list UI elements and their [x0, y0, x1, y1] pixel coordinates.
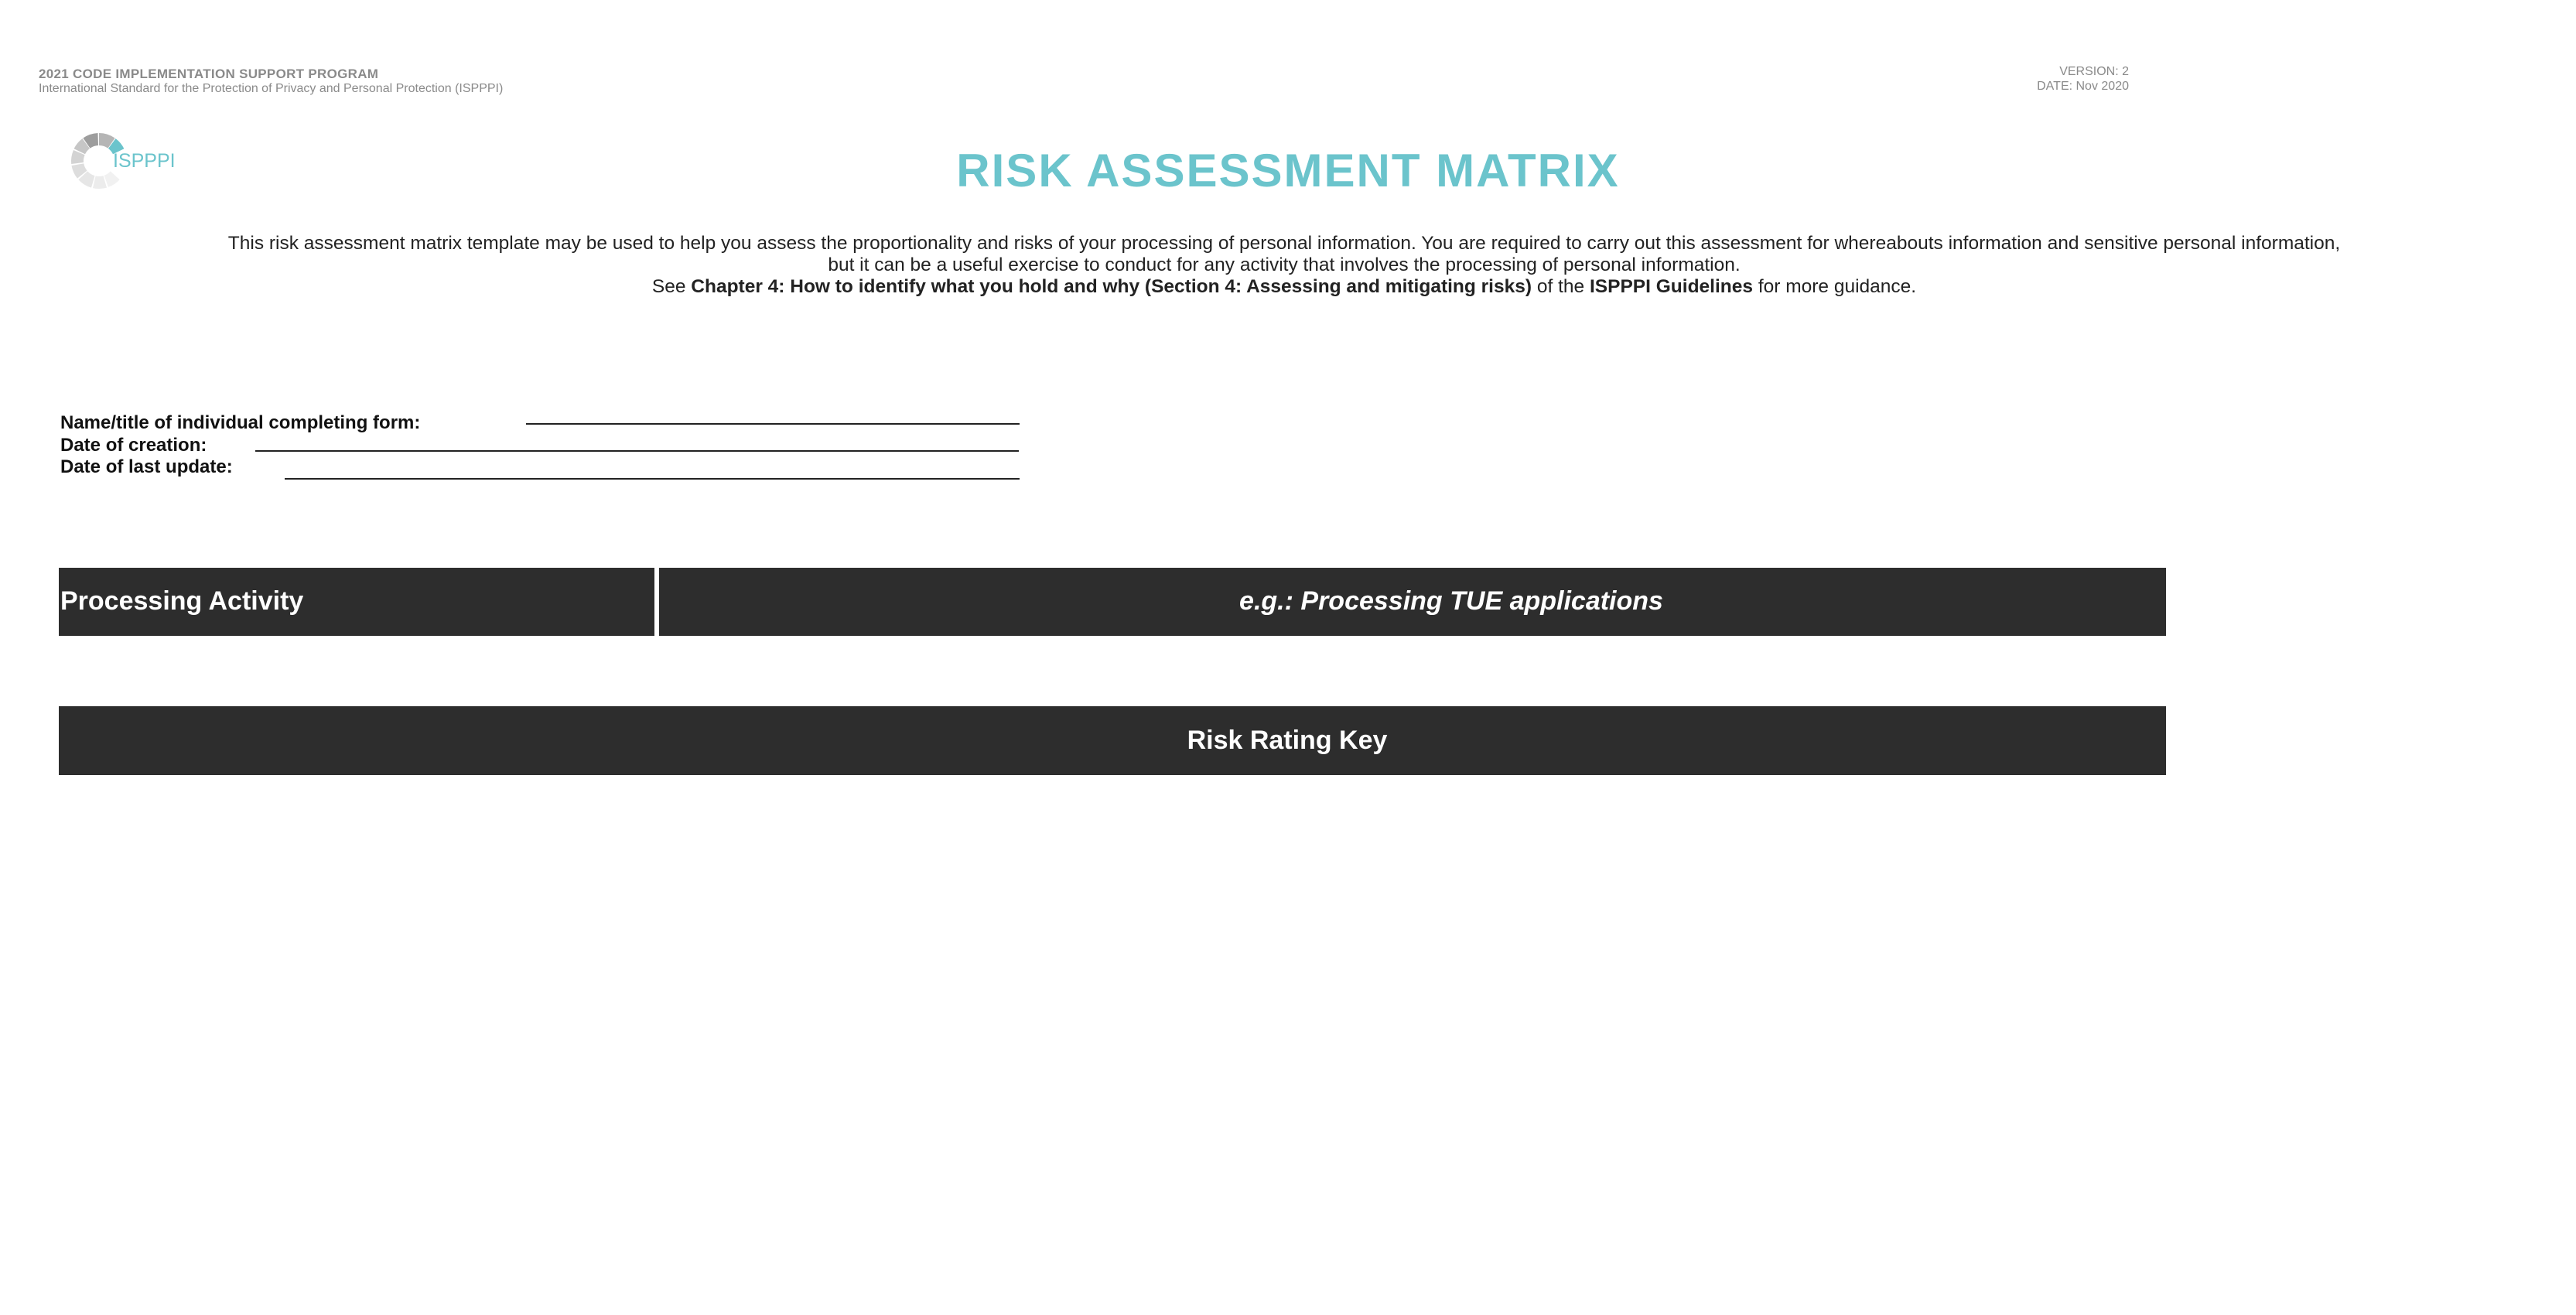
standard-subtitle: International Standard for the Protection of Privacy and Personal Protection (ISPPPI) [39, 82, 504, 95]
version-info [2037, 64, 2129, 94]
form-creation-line[interactable] [255, 450, 1019, 452]
risk-rating-key-label: Risk Rating Key [1187, 726, 1388, 755]
form-update-line[interactable] [285, 478, 1020, 480]
processing-activity-corner [2109, 634, 2166, 636]
logo-text: ISPPPI [113, 150, 176, 172]
risk-rating-key-header [59, 706, 2166, 775]
see-prefix: See [651, 276, 686, 297]
processing-activity-example-cell[interactable] [659, 568, 2166, 636]
form-name-label: Name/title of individual completing form: [60, 412, 421, 433]
intro-line-2: but it can be a useful exercise to conduct for any activity that involves the processing of personal information. [828, 254, 1741, 275]
see-middle: of the [1536, 276, 1585, 297]
intro-see-line [0, 276, 2568, 298]
processing-activity-example: e.g.: Processing TUE applications [1239, 586, 1663, 616]
version-label: VERSION: 2 [2059, 65, 2129, 78]
date-label: DATE: Nov 2020 [2037, 80, 2129, 93]
form-update-label: Date of last update: [60, 456, 233, 477]
intro-line-1: This risk assessment matrix template may be used to help you assess the proportionality and risks of your processing of personal information. You are required to carry out this assessment for whereabouts information and sensitive personal information, [227, 233, 2341, 254]
processing-activity-label: Processing Activity [60, 586, 304, 616]
form-name-line[interactable] [526, 423, 1020, 425]
see-suffix: for more guidance. [1758, 276, 1917, 297]
intro-text [0, 233, 2568, 276]
page-title: RISK ASSESSMENT MATRIX [956, 145, 1620, 196]
form-creation-label: Date of creation: [60, 435, 207, 456]
program-title: 2021 CODE IMPLEMENTATION SUPPORT PROGRAM [39, 67, 379, 81]
see-chapter: Chapter 4: How to identify what you hold and why (Section 4: Assessing and mitigating risks) [691, 276, 1532, 297]
processing-activity-header [59, 568, 654, 636]
see-guidelines: ISPPPI Guidelines [1589, 276, 1754, 297]
